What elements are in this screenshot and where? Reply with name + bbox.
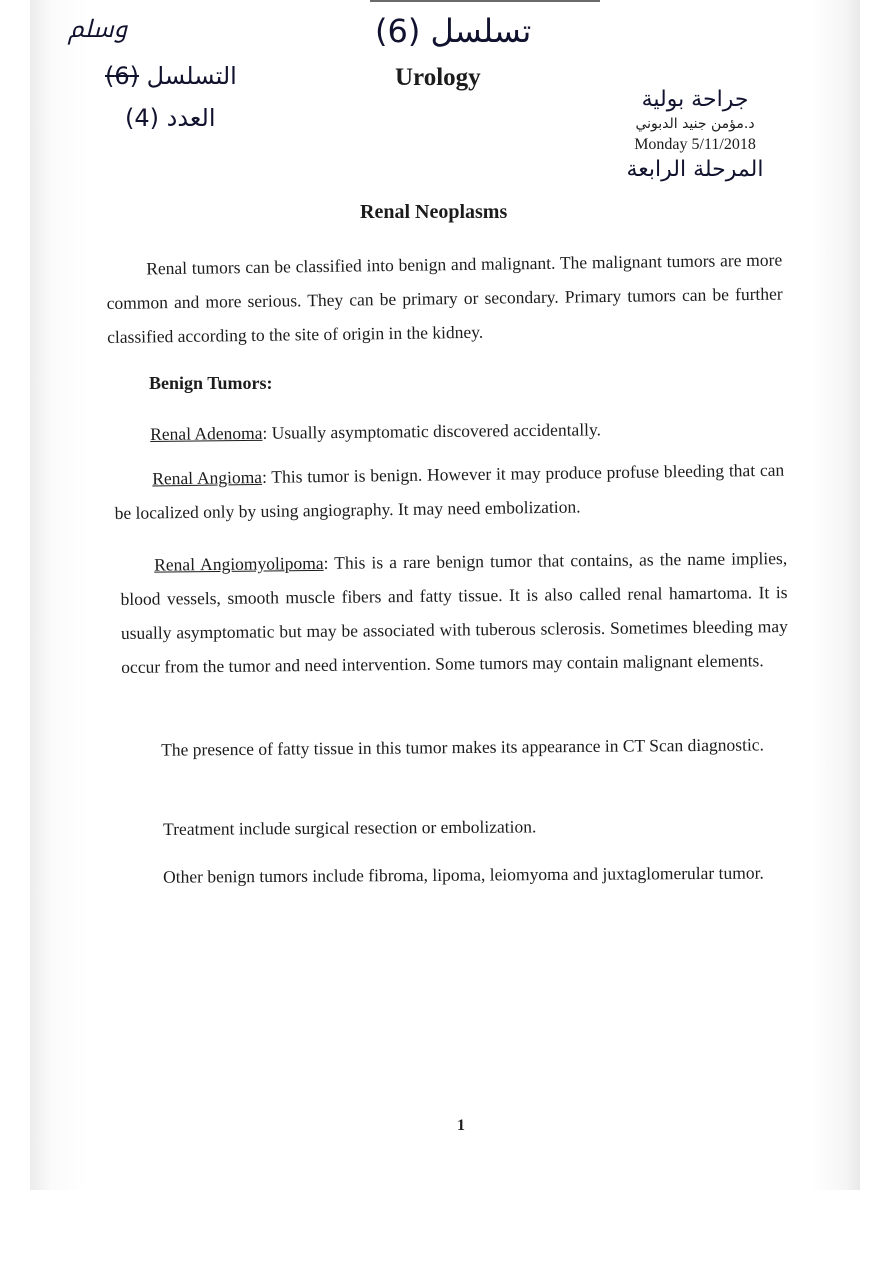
fatty-tissue-paragraph: The presence of fatty tissue in this tumor makes its appearance in CT Scan diagnostic. (161, 734, 764, 760)
adenoma-paragraph (150, 410, 780, 451)
section-title: Renal Neoplasms (360, 201, 508, 223)
angiomyolipoma-text: : This is a rare benign tumor that contains, as the name implies, blood vessels, smooth muscle fibers and fatty tissue. It is also called renal hamartoma. It is usually asymptomatic but may be associated with tuberous sclerosis. Sometimes bleeding may occur from the tumor and need intervention. Some tumors may contain malignant elements. (120, 548, 788, 677)
adenoma-term: Renal Adenoma (150, 422, 263, 444)
handwritten-subject: جراحة بولية (641, 87, 749, 112)
angioma-term: Renal Angioma (152, 466, 263, 489)
page-number: 1 (457, 1117, 465, 1134)
intro-paragraph: Renal tumors can be classified into benign and malignant. The malignant tumors are more common and more serious. They can be primary or secondary. Primary tumors can be further classified according to the site of origin in the kidney. (106, 249, 783, 347)
benign-tumors-heading: Benign Tumors: (149, 373, 273, 393)
handwritten-series-left (105, 62, 237, 90)
header-info (620, 86, 770, 184)
angioma-text: : This tumor is benign. However it may produce profuse bleeding that can be localized only by using angiography. It may need embolization. (114, 459, 785, 523)
handwritten-corner-mark: ﷸ (68, 15, 128, 43)
handwritten-series-struck-number: (6) (105, 62, 140, 90)
angiomyolipoma-term: Renal Angiomyolipoma (154, 552, 324, 575)
handwritten-series-word: التسلسل (146, 62, 237, 90)
angiomyolipoma-paragraph (120, 541, 788, 684)
angioma-paragraph (114, 453, 785, 530)
scan-top-edge (370, 0, 600, 2)
adenoma-text: : Usually asymptomatic discovered accidentally. (262, 419, 602, 443)
lecture-date: Monday 5/11/2018 (634, 136, 756, 153)
other-benign-paragraph: Other benign tumors include fibroma, lipoma, leiomyoma and juxtaglomerular tumor. (163, 862, 764, 887)
handwritten-number-left: العدد (4) (125, 104, 216, 132)
handwritten-series-top: تسلسل (6) (375, 12, 532, 50)
document-title: Urology (395, 64, 481, 91)
document-page (30, 0, 860, 1190)
handwritten-stage: المرحلة الرابعة (626, 157, 764, 182)
treatment-paragraph: Treatment include surgical resection or embolization. (163, 816, 537, 839)
doctor-name: د.مؤمن جنيد الدبوني (635, 116, 755, 132)
